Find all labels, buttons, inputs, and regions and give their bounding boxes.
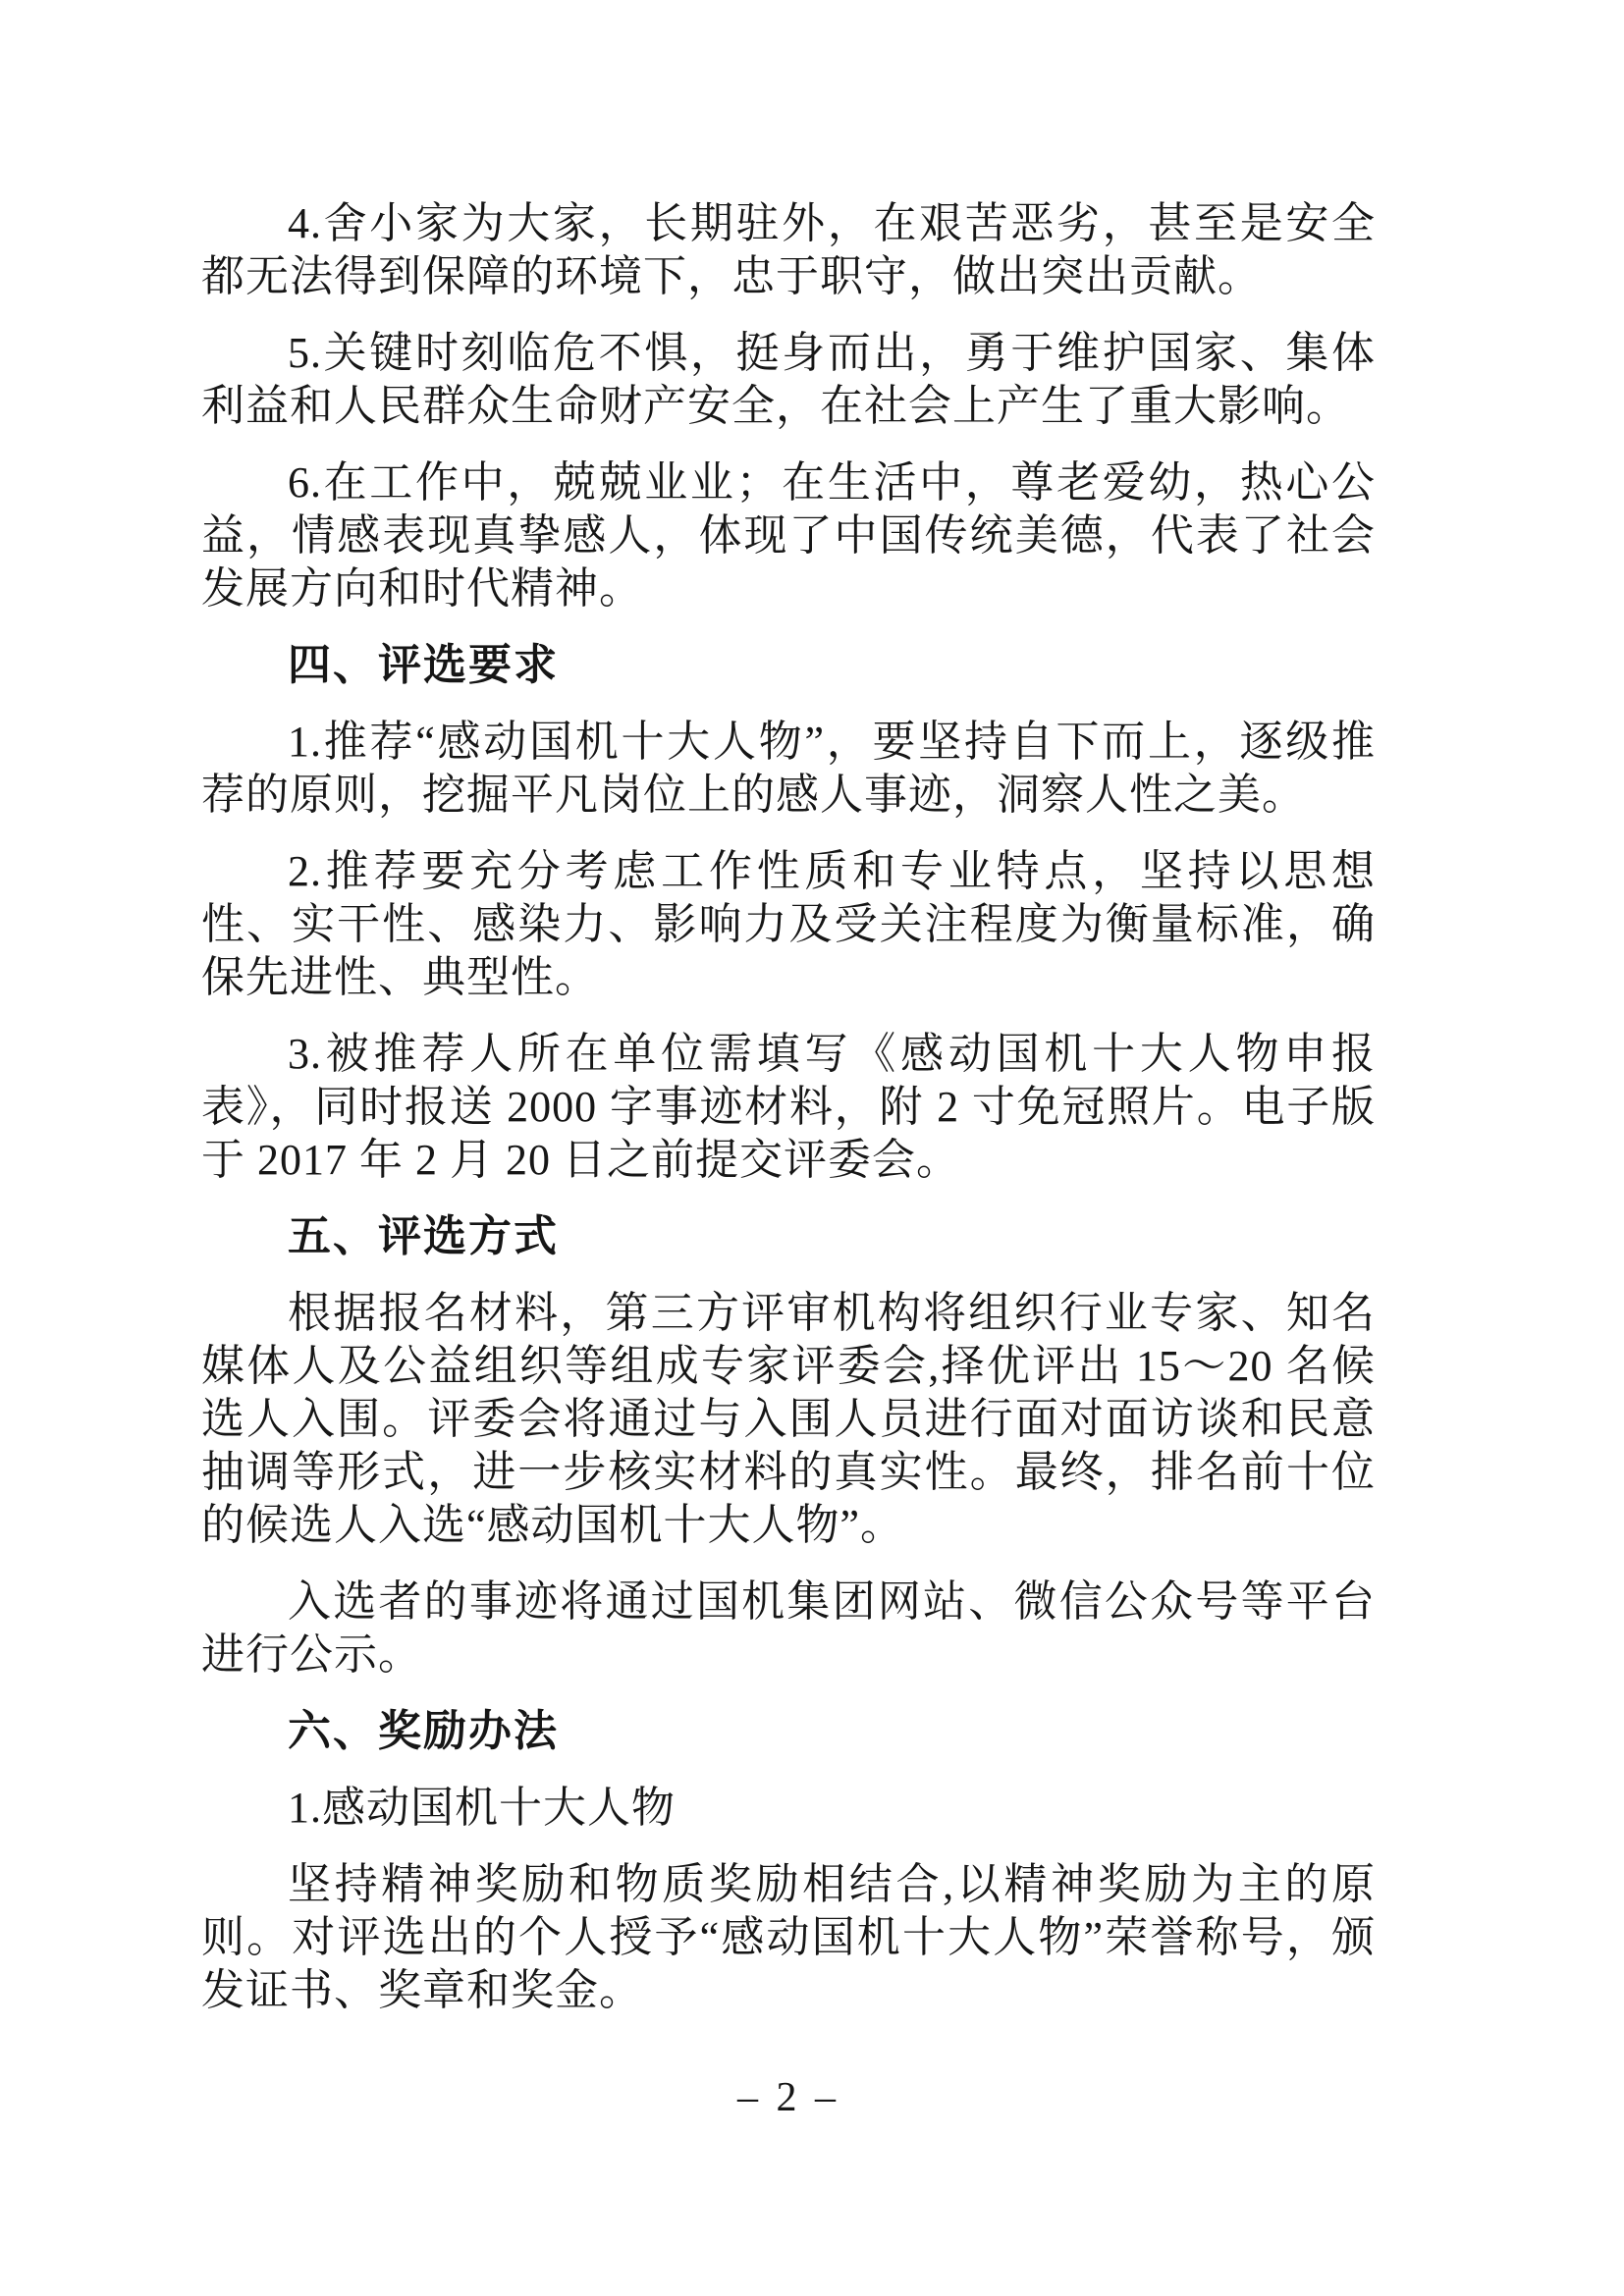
section-heading-5-method: 五、评选方式	[288, 1212, 559, 1260]
award-item-title: 1.感动国机十大人物	[288, 1784, 676, 1832]
body-paragraph-publicity: 入选者的事迹将通过国机集团网站、微信公众号等平台进行公示。	[201, 1577, 1376, 1679]
numbered-paragraph-5: 5.关键时刻临危不惧，挺身而出，勇于维护国家、集体利益和人民群众生命财产安全，在社会上产生了重大影响。	[201, 329, 1376, 430]
body-paragraph-selection-method: 根据报名材料，第三方评审机构将组织行业专家、知名媒体人及公益组织等组成专家评委会,择优评出 15～20 名候选人入围。评委会将通过与入围人员进行面对面访谈和民意抽调等形式，进一步核实材料的真实性。最终，排名前十位的候选人入选“感动国机十大人物”。	[201, 1289, 1376, 1549]
section-heading-4-requirements: 四、评选要求	[288, 641, 559, 689]
page-number: – 2 –	[737, 2075, 839, 2120]
body-paragraph-award-detail: 坚持精神奖励和物质奖励相结合,以精神奖励为主的原则。对评选出的个人授予“感动国机十大人物”荣誉称号，颁发证书、奖章和奖金。	[201, 1860, 1376, 2014]
section-heading-6-awards: 六、奖励办法	[288, 1707, 559, 1755]
numbered-paragraph-6: 6.在工作中，兢兢业业；在生活中，尊老爱幼，热心公益，情感表现真挚感人，体现了中国传统美德，代表了社会发展方向和时代精神。	[201, 458, 1376, 613]
numbered-paragraph-4: 4.舍小家为大家，长期驻外，在艰苦恶劣，甚至是安全都无法得到保障的环境下，忠于职守，做出突出贡献。	[201, 199, 1376, 300]
document-body	[201, 197, 1376, 2017]
numbered-paragraph-3: 3.被推荐人所在单位需填写《感动国机十大人物申报表》，同时报送 2000 字事迹材料，附 2 寸免冠照片。电子版于 2017 年 2 月 20 日之前提交评委会。	[201, 1030, 1376, 1184]
numbered-paragraph-2: 2.推荐要充分考虑工作性质和专业特点，坚持以思想性、实干性、感染力、影响力及受关注程度为衡量标准，确保先进性、典型性。	[201, 847, 1376, 1001]
numbered-paragraph-1: 1.推荐“感动国机十大人物”，要坚持自下而上，逐级推荐的原则，挖掘平凡岗位上的感人事迹，洞察人性之美。	[201, 718, 1376, 819]
